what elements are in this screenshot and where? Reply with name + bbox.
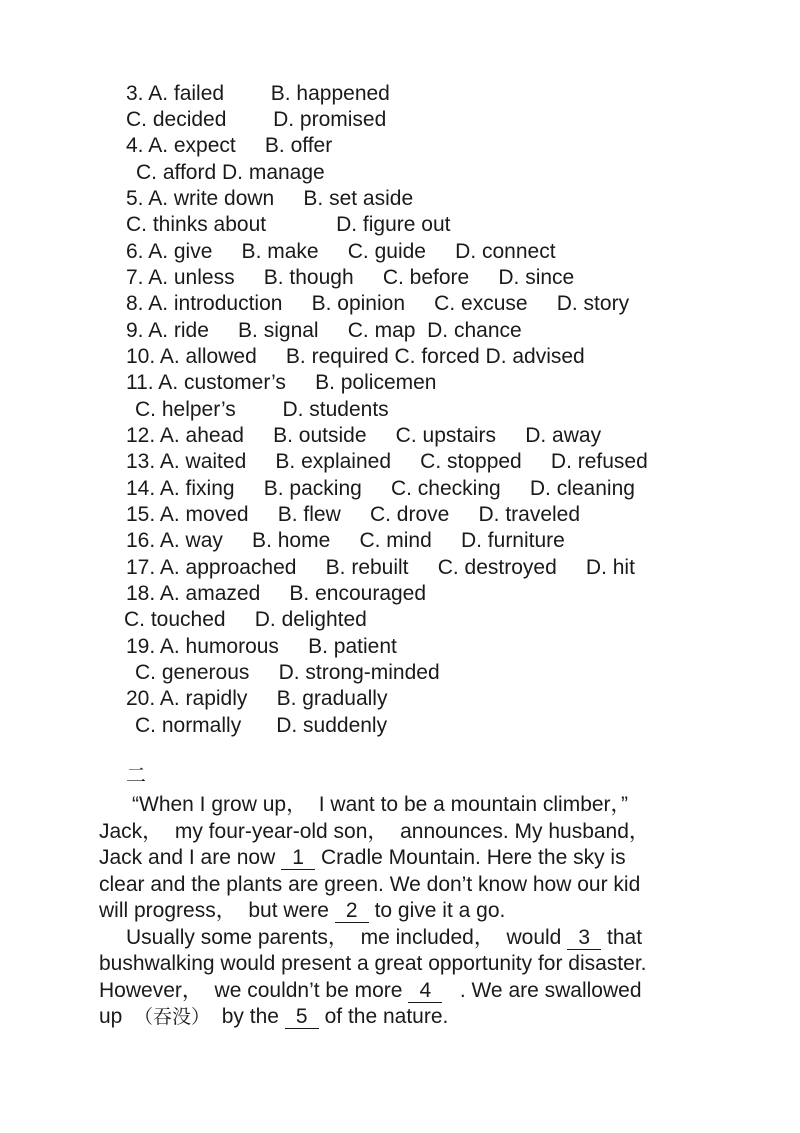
section-number: 二 — [126, 763, 146, 787]
passage-line-9 — [99, 1004, 448, 1030]
blank-1: 1 — [281, 847, 315, 870]
option-line-q14: 14. A. fixing B. packing C. checking D. cleaning — [126, 477, 635, 500]
option-line-q4-cd: C. afford D. manage — [136, 161, 325, 184]
option-line-q20-cd: C. normally D. suddenly — [135, 714, 388, 737]
option-line-q13: 13. A. waited B. explained C. stopped D. refused — [126, 450, 648, 473]
option-line-q11-ab: 11. A. customer’s B. policemen — [126, 371, 437, 394]
option-line-q20-ab: 20. A. rapidly B. gradually — [126, 687, 388, 710]
passage-line-8 — [99, 978, 642, 1004]
option-line-q3-cd: C. decided D. promised — [126, 108, 387, 131]
option-line-q12: 12. A. ahead B. outside C. upstairs D. away — [126, 424, 602, 447]
option-line-q9: 9. A. ride B. signal C. map D. chance — [126, 319, 522, 342]
option-line-q4-ab: 4. A. expect B. offer — [126, 134, 333, 157]
option-line-q19-cd: C. generous D. strong-minded — [135, 661, 440, 684]
passage-text: of the nature. — [318, 1005, 449, 1028]
blank-2: 2 — [335, 900, 369, 923]
passage-text: will progress， but were — [99, 899, 335, 922]
blank-5: 5 — [285, 1006, 319, 1029]
passage-text: However， we couldn’t be more — [99, 979, 409, 1002]
passage-line-7: bushwalking would present a great opportunity for disaster. — [99, 952, 647, 975]
passage-text: by the — [210, 1005, 285, 1028]
passage-text: . We are swallowed — [442, 979, 642, 1002]
passage-line-3 — [99, 845, 626, 871]
option-line-q5-cd: C. thinks about D. figure out — [126, 213, 451, 236]
blank-3: 3 — [567, 927, 601, 950]
passage-line-6 — [126, 925, 642, 951]
passage-text: Usually some parents， me included， would — [126, 926, 568, 949]
option-line-q6: 6. A. give B. make C. guide D. connect — [126, 240, 556, 263]
option-line-q10: 10. A. allowed B. required C. forced D. advised — [126, 345, 585, 368]
passage-text: to give it a go. — [368, 899, 506, 922]
passage-text: up — [99, 1005, 135, 1028]
option-line-q3-ab: 3. A. failed B. happened — [126, 82, 390, 105]
option-line-q18-cd: C. touched D. delighted — [124, 608, 367, 631]
passage-line-1: “When I grow up， I want to be a mountain climber，” — [132, 793, 629, 816]
option-line-q18-ab: 18. A. amazed B. encouraged — [126, 582, 427, 605]
passage-text: Jack and I are now — [99, 846, 282, 869]
option-line-q16: 16. A. way B. home C. mind D. furniture — [126, 529, 565, 552]
passage-line-2: Jack， my four-year-old son， announces. My husband， — [99, 820, 650, 843]
passage-line-4: clear and the plants are green. We don’t know how our kid — [99, 873, 641, 896]
option-line-q11-cd: C. helper’s D. students — [135, 398, 389, 421]
option-line-q8: 8. A. introduction B. opinion C. excuse D. story — [126, 292, 630, 315]
cjk-gloss: （吞没） — [134, 1006, 211, 1028]
passage-line-5 — [99, 898, 505, 924]
passage-text: that — [601, 926, 643, 949]
option-line-q19-ab: 19. A. humorous B. patient — [126, 635, 397, 658]
blank-4: 4 — [408, 980, 442, 1003]
option-line-q5-ab: 5. A. write down B. set aside — [126, 187, 414, 210]
option-line-q17: 17. A. approached B. rebuilt C. destroyed D. hit — [126, 556, 635, 579]
option-line-q15: 15. A. moved B. flew C. drove D. traveled — [126, 503, 581, 526]
option-line-q7: 7. A. unless B. though C. before D. since — [126, 266, 575, 289]
passage-text: Cradle Mountain. Here the sky is — [315, 846, 626, 869]
